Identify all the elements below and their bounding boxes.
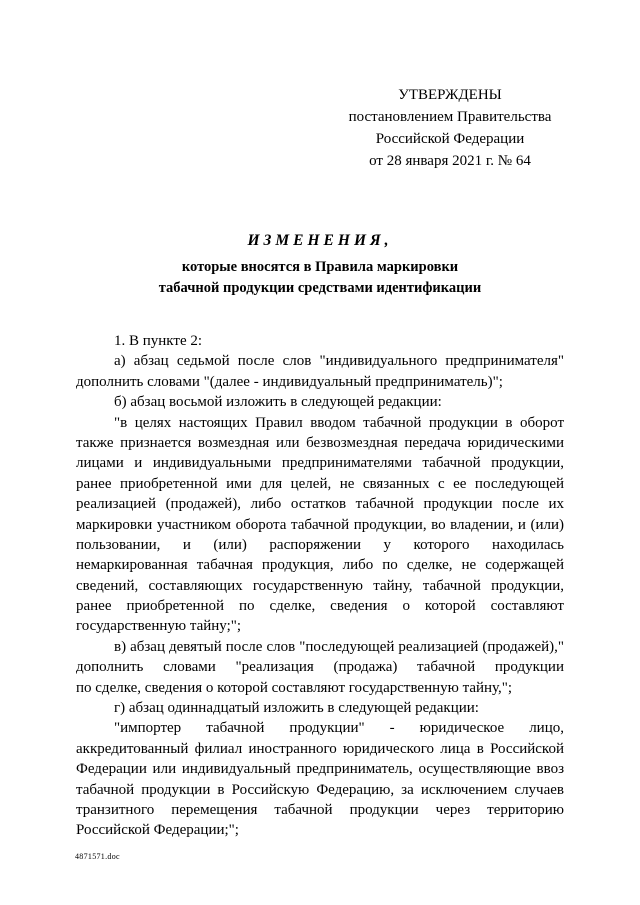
approval-line-date-number: от 28 января 2021 г. № 64 [369,153,531,169]
approval-heading: УТВЕРЖДЕНЫ [398,87,502,103]
document-file-id: 4871571.doc [75,852,120,861]
approval-line-resolution: постановлением Правительства [348,109,552,125]
quoted-text-line: "в целях настоящих Правил вводом табачной продукции в оборот [114,414,564,431]
quoted-text-line: ранее приобретенной ими для целей, не связанных с ее последующей [76,475,564,492]
document-title: ИЗМЕНЕНИЯ, [247,232,393,249]
paragraph-a-line: дополнить словами "(далее - индивидуальный предприниматель)"; [76,373,503,390]
document-body [76,331,564,841]
quoted-definition-line: табачной продукции в Российскую Федерацию, за исключением случаев [76,781,564,798]
quoted-text-line: маркировки участником оборота табачной продукции, во владении, и (или) [76,516,564,533]
quoted-text-line: лицами и индивидуальными предпринимателями табачной продукции, [76,455,564,472]
quoted-text-line: сведений, составляющих государственную тайну, табачной продукции, [76,577,564,594]
approval-line-government: Российской Федерации [375,131,525,147]
quoted-definition-line: Федерации или индивидуальный предприниматель, осуществляющие ввоз [76,761,564,778]
quoted-text-line: реализацией (продажей), либо остатков табачной продукции после их [76,496,564,513]
paragraph-v-line: дополнить словами "реализация (продажа) табачной продукции [76,659,564,676]
quoted-text-line: государственную тайну;"; [76,618,242,635]
subtitle-line: табачной продукции средствами идентификации [158,280,482,296]
paragraph-a-line: а) абзац седьмой после слов "индивидуального предпринимателя" [114,353,564,370]
quoted-definition-line: транзитного перемещения табачной продукции через территорию [76,801,564,818]
paragraph-v-line: в) абзац девятый после слов "последующей реализацией (продажей)," [114,638,564,655]
paragraph-b-line: б) абзац восьмой изложить в следующей редакции: [114,394,442,411]
quoted-text-line: ранее приобретенной по сделке, сведения о которой составляют [76,598,564,615]
paragraph-v-line: по сделке, сведения о которой составляют государственную тайну,"; [76,679,513,696]
quoted-definition-line: аккредитованный филиал иностранного юридического лица в Российской [76,740,564,757]
approval-block [330,84,570,172]
quoted-text-line: немаркированная табачная продукция, либо по сделке, не содержащей [76,557,564,574]
subtitle-line: которые вносятся в Правила маркировки [181,259,459,275]
document-subtitle [0,257,640,299]
quoted-definition-line: Российской Федерации;"; [76,822,239,839]
quoted-definition-line: "импортер табачной продукции" - юридическое лицо, [114,720,564,737]
paragraph-g-line: г) абзац одиннадцатый изложить в следующей редакции: [114,700,479,717]
quoted-text-line: пользовании, и (или) распоряжении у которого находилась [76,536,564,553]
paragraph-item-1: 1. В пункте 2: [114,333,203,349]
quoted-text-line: также признается возмездная или безвозмездная передача юридическими [76,434,564,451]
